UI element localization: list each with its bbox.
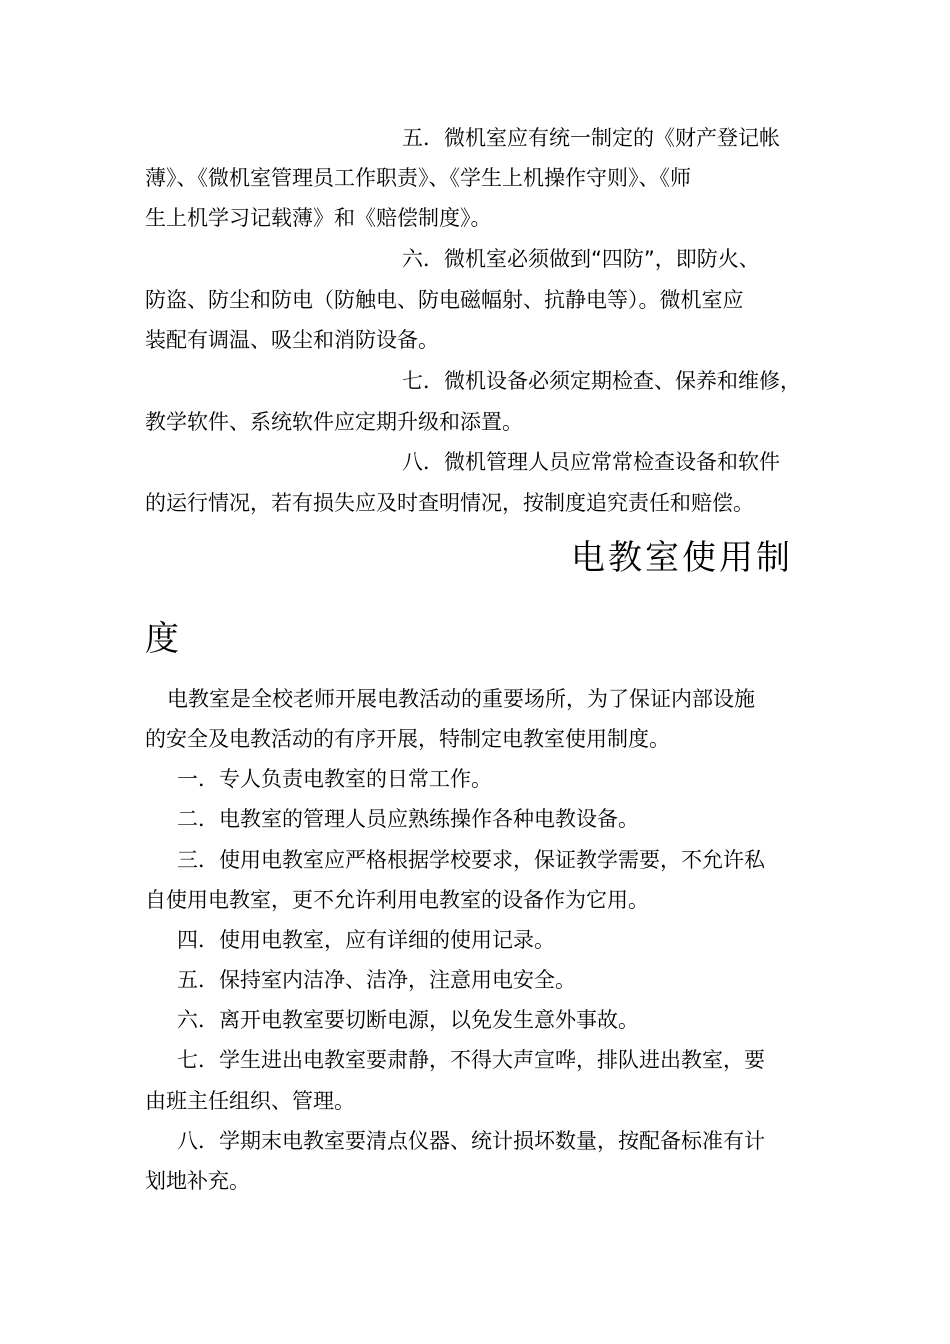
rule-b3-line-2: 自使用电教室，更不允许利用电教室的设备作为它用。 <box>145 888 649 912</box>
rule-b7-line-2: 由班主任组织、管理。 <box>145 1089 355 1113</box>
rule-8-line-1: 八．微机管理人员应常常检查设备和软件 <box>402 450 780 474</box>
rule-8-line-2: 的运行情况，若有损失应及时查明情况，按制度追究责任和赔偿。 <box>145 491 754 515</box>
rule-b7-line-1: 七．学生进出电教室要肃静，不得大声宣哗，排队进出教室，要 <box>177 1048 765 1072</box>
section-title-part-2: 度 <box>145 619 179 659</box>
rule-b8-line-2: 划地补充。 <box>145 1169 250 1193</box>
intro-line-2: 的安全及电教活动的有序开展，特制定电教室使用制度。 <box>145 727 670 751</box>
rule-5-line-2: 薄》、《微机室管理员工作职责》、《学生上机操作守则》、《师 <box>145 166 691 190</box>
intro-line-1: 电教室是全校老师开展电教活动的重要场所，为了保证内部设施 <box>167 687 755 711</box>
rule-5-line-1: 五．微机室应有统一制定的《财产登记帐 <box>402 126 780 150</box>
rule-b1: 一．专人负责电教室的日常工作。 <box>177 767 492 791</box>
rule-7-line-1: 七．微机设备必须定期检查、保养和维修， <box>402 369 801 393</box>
rule-b3-line-1: 三．使用电教室应严格根据学校要求，保证教学需要，不允许私 <box>177 848 765 872</box>
section-title-part-1: 电教室使用制 <box>571 538 793 578</box>
rule-b4: 四．使用电教室，应有详细的使用记录。 <box>177 928 555 952</box>
rule-7-line-2: 教学软件、系统软件应定期升级和添置。 <box>145 410 523 434</box>
rule-5-line-3: 生上机学习记载薄》和《赔偿制度》。 <box>145 206 492 230</box>
rule-b8-line-1: 八．学期末电教室要清点仪器、统计损坏数量，按配备标准有计 <box>177 1129 765 1153</box>
rule-b2: 二．电教室的管理人员应熟练操作各种电教设备。 <box>177 807 639 831</box>
rule-b6: 六．离开电教室要切断电源，以免发生意外事故。 <box>177 1008 639 1032</box>
rule-6-line-3: 装配有调温、吸尘和消防设备。 <box>145 328 439 352</box>
rule-6-line-1: 六．微机室必须做到“四防”，即防火、 <box>402 247 760 271</box>
rule-6-line-2: 防盗、防尘和防电（防触电、防电磁幅射、抗静电等）。微机室应 <box>145 288 744 312</box>
rule-b5: 五．保持室内洁净、洁净，注意用电安全。 <box>177 968 576 992</box>
